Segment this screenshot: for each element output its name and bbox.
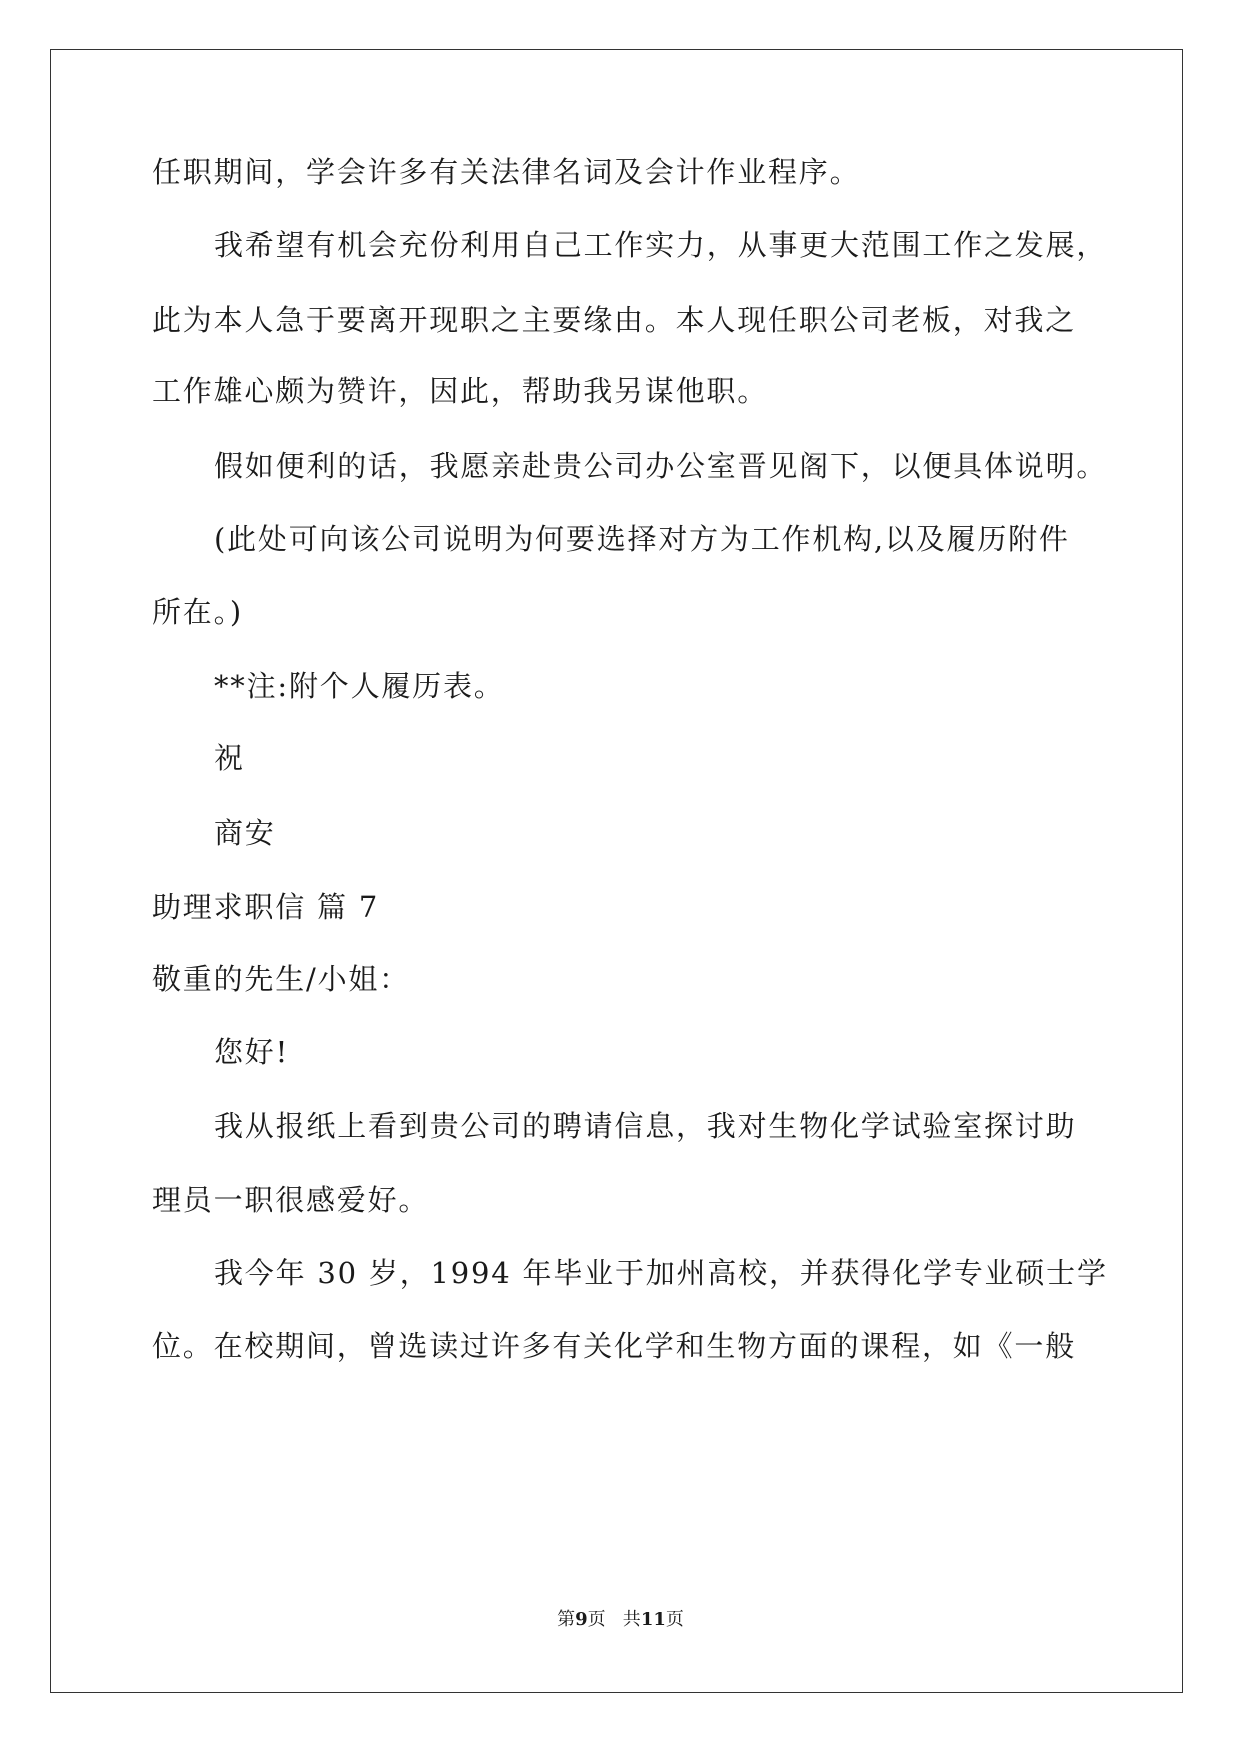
footer-mid: 页 共	[587, 1609, 641, 1630]
footer-total-pages: 11	[640, 1609, 666, 1630]
footer-current-page: 9	[575, 1609, 588, 1630]
body-line: 我从报纸上看到贵公司的聘请信息，我对生物化学试验室探讨助	[214, 1109, 1077, 1143]
page-border	[50, 49, 1183, 1693]
body-line: 位。在校期间，曾选读过许多有关化学和生物方面的课程，如《一般	[152, 1329, 1077, 1363]
note-line: **注:附个人履历表。	[214, 669, 505, 703]
closing-line: 祝	[214, 741, 245, 775]
body-line: 理员一职很感爱好。	[152, 1183, 430, 1217]
salutation: 敬重的先生/小姐：	[152, 962, 410, 996]
body-line: 工作雄心颇为赞许，因此，帮助我另谋他职。	[152, 374, 769, 408]
body-line: 所在。)	[152, 595, 244, 629]
section-heading: 助理求职信 篇 7	[152, 890, 380, 924]
greeting: 您好!	[214, 1035, 290, 1069]
body-line: 我希望有机会充份利用自己工作实力，从事更大范围工作之发展，	[214, 228, 1108, 262]
footer-prefix: 第	[557, 1609, 576, 1630]
body-line: 我今年 30 岁，1994 年毕业于加州高校，并获得化学专业硕士学	[214, 1256, 1108, 1290]
closing-line: 商安	[214, 816, 276, 850]
footer-suffix: 页	[665, 1609, 684, 1630]
body-line: 假如便利的话，我愿亲赴贵公司办公室晋见阁下，以便具体说明。	[214, 449, 1108, 483]
body-line: 此为本人急于要离开现职之主要缘由。本人现任职公司老板，对我之	[152, 303, 1077, 337]
body-line: 任职期间，学会许多有关法律名词及会计作业程序。	[152, 155, 861, 189]
page-footer	[0, 1608, 1241, 1632]
body-line: (此处可向该公司说明为何要选择对方为工作机构,以及履历附件	[214, 522, 1070, 556]
